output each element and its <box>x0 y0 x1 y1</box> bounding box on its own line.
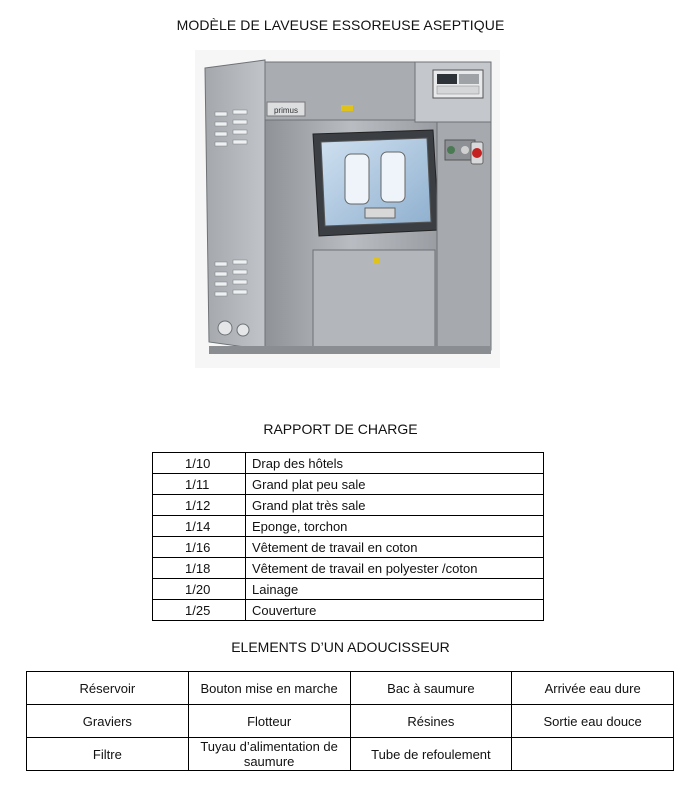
desc-cell: Eponge, torchon <box>246 516 544 537</box>
table-row <box>153 516 544 537</box>
brand-label: primus <box>273 106 299 115</box>
ratio-cell: 1/11 <box>153 474 246 495</box>
desc-cell: Drap des hôtels <box>246 453 544 474</box>
softener-heading: ELEMENTS D’UN ADOUCISSEUR <box>231 639 450 655</box>
table-cell: Filtre <box>27 738 189 771</box>
table-cell: Arrivée eau dure <box>512 672 674 705</box>
table-cell: Flotteur <box>188 705 350 738</box>
table-cell: Tube de refoulement <box>350 738 512 771</box>
table-cell: Résines <box>350 705 512 738</box>
table-row <box>153 453 544 474</box>
ratio-cell: 1/10 <box>153 453 246 474</box>
washer-extractor-photo <box>195 50 500 368</box>
ratio-cell: 1/18 <box>153 558 246 579</box>
ratio-cell: 1/12 <box>153 495 246 516</box>
desc-cell: Couverture <box>246 600 544 621</box>
page-title: MODÈLE DE LAVEUSE ESSOREUSE ASEPTIQUE <box>176 17 505 33</box>
table-cell: Graviers <box>27 705 189 738</box>
table-row <box>153 495 544 516</box>
desc-cell: Grand plat peu sale <box>246 474 544 495</box>
ratio-cell: 1/25 <box>153 600 246 621</box>
table-cell: Bac à saumure <box>350 672 512 705</box>
desc-cell: Lainage <box>246 579 544 600</box>
table-row <box>153 537 544 558</box>
table-row <box>27 738 674 771</box>
table-row <box>153 558 544 579</box>
table-cell: Sortie eau douce <box>512 705 674 738</box>
table-cell <box>512 738 674 771</box>
table-cell: Bouton mise en marche <box>188 672 350 705</box>
ratio-cell: 1/16 <box>153 537 246 558</box>
desc-cell: Vêtement de travail en coton <box>246 537 544 558</box>
table-row <box>153 579 544 600</box>
desc-cell: Vêtement de travail en polyester /coton <box>246 558 544 579</box>
table-row <box>27 705 674 738</box>
table-row <box>153 600 544 621</box>
table-row <box>153 474 544 495</box>
charge-heading: RAPPORT DE CHARGE <box>263 421 418 437</box>
charge-table <box>152 452 544 621</box>
softener-table <box>26 671 674 771</box>
table-row <box>27 672 674 705</box>
ratio-cell: 1/14 <box>153 516 246 537</box>
table-cell: Réservoir <box>27 672 189 705</box>
desc-cell: Grand plat très sale <box>246 495 544 516</box>
ratio-cell: 1/20 <box>153 579 246 600</box>
table-cell: Tuyau d’alimentation de saumure <box>188 738 350 771</box>
